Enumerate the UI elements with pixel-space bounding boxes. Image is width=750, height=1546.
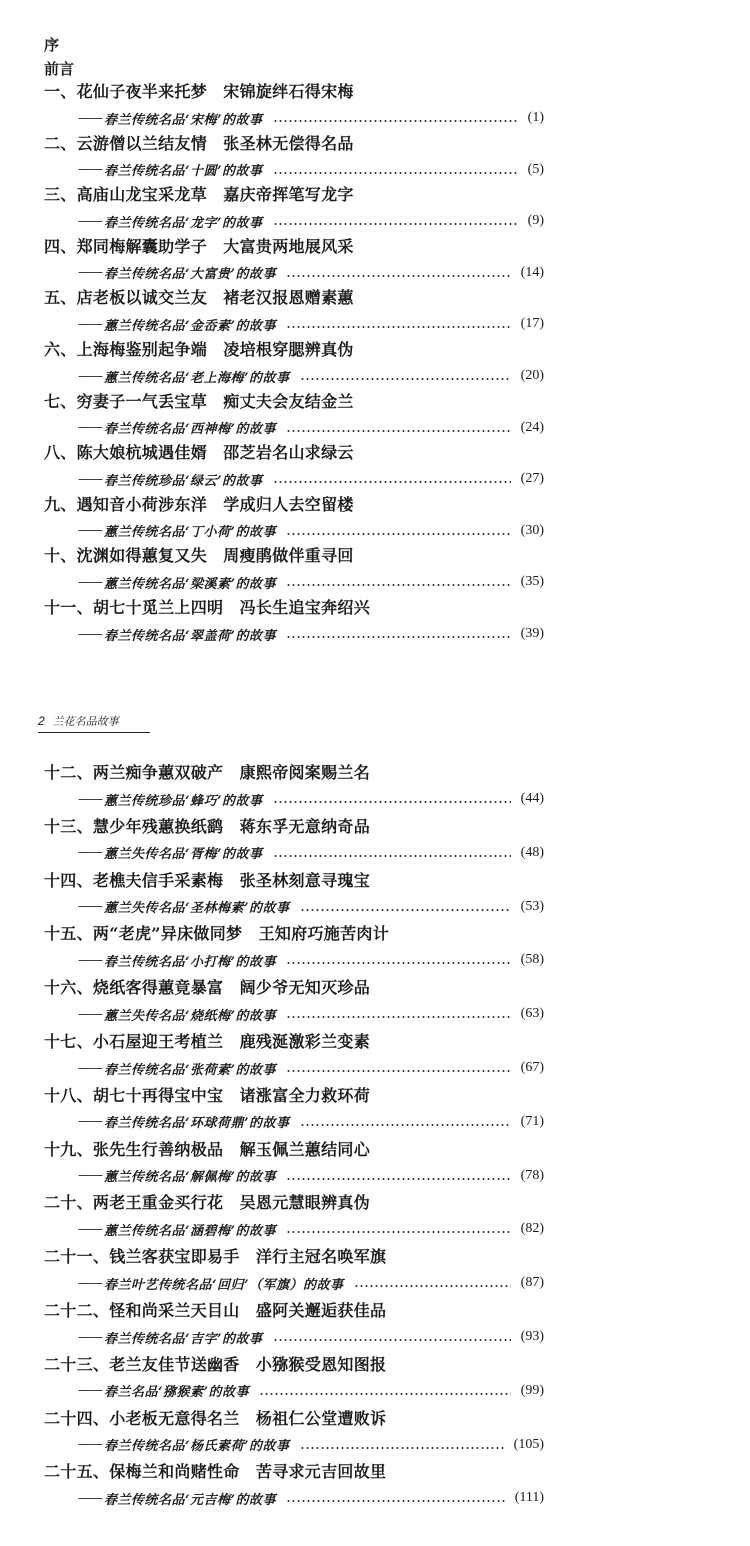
- toc-entry-title: 一、花仙子夜半来托梦 宋锦旋绊石得宋梅: [44, 82, 354, 101]
- dot-leader: [286, 584, 511, 586]
- foreword-item: 前言: [44, 60, 75, 78]
- toc-entry-page: (99): [520, 1382, 544, 1398]
- em-dash: ——: [78, 265, 102, 281]
- dot-leader: [286, 962, 511, 964]
- em-dash: ——: [78, 1006, 102, 1022]
- toc-entry-subtitle: 春兰传统名品‘十圆’的故事: [104, 164, 263, 180]
- dot-leader: [286, 1500, 505, 1502]
- em-dash: ——: [78, 1437, 102, 1453]
- toc-entry-subtitle-line: [78, 1166, 544, 1186]
- em-dash: ——: [78, 952, 102, 968]
- toc-entry-title: 二十二、怪和尚采兰天目山 盛阿关邂逅获佳品: [44, 1301, 387, 1320]
- toc-entry-title: 二十、两老王重金买行花 吴恩元慧眼辨真伪: [44, 1193, 371, 1213]
- toc-entry-subtitle: 春兰传统名品‘大富贵’的故事: [104, 267, 277, 283]
- toc-entry-title: 十一、胡七十觅兰上四明 冯长生追宝奔绍兴: [44, 598, 371, 617]
- dot-leader: [286, 636, 511, 638]
- toc-entry-title: 十三、慧少年残蕙换纸鹞 蒋东孚无意纳奇品: [44, 816, 371, 836]
- em-dash: ——: [78, 845, 102, 861]
- toc-entry-subtitle-line: [78, 1004, 544, 1024]
- toc-entry-subtitle-line: [78, 1327, 544, 1347]
- toc-entry-subtitle-line: [78, 1219, 544, 1239]
- dot-leader: [286, 430, 511, 432]
- toc-entry-subtitle-line: [78, 1381, 544, 1401]
- toc-entry-subtitle-line: [78, 1273, 544, 1293]
- toc-entry-title: 十九、张先生行善纳极品 解玉佩兰蕙结同心: [44, 1139, 371, 1159]
- em-dash: ——: [78, 1060, 102, 1076]
- toc-entry-subtitle-line: [78, 469, 544, 489]
- toc-entry-subtitle: 春兰传统名品‘吉字’的故事: [104, 1331, 263, 1347]
- toc-entry-subtitle: 春兰传统名品‘张荷素’的故事: [104, 1062, 277, 1078]
- toc-entry-page: (30): [520, 522, 544, 538]
- em-dash: ——: [78, 523, 102, 539]
- toc-entry-subtitle: 春兰传统名品‘元吉梅’的故事: [104, 1492, 277, 1508]
- toc-entry-page: (105): [513, 1436, 544, 1452]
- em-dash: ——: [78, 1383, 102, 1399]
- toc-entry-subtitle: 春兰传统名品‘西神梅’的故事: [104, 422, 277, 438]
- dot-leader: [273, 855, 511, 857]
- em-dash: ——: [78, 1329, 102, 1345]
- toc-entry-subtitle-line: [78, 108, 544, 128]
- toc-entry-page: (67): [520, 1060, 544, 1075]
- toc-entry: [44, 1193, 544, 1245]
- toc-entry-subtitle-line: [78, 366, 544, 386]
- toc-entry-title: 八、陈大娘杭城遇佳婿 邵芝岩名山求绿云: [44, 443, 354, 463]
- toc-entry-subtitle: 蕙兰传统珍品‘蜂巧’的故事: [104, 793, 263, 809]
- em-dash: ——: [78, 1275, 102, 1291]
- dot-leader: [286, 533, 511, 535]
- dot-leader: [286, 1178, 511, 1180]
- toc-entry-subtitle-line: [78, 314, 544, 334]
- toc-entry-page: (111): [514, 1490, 544, 1506]
- toc-entry-title: 二十一、钱兰客获宝即易手 洋行主冠名唤军旗: [44, 1247, 387, 1267]
- dot-leader: [286, 1070, 511, 1072]
- toc-entry-title: 七、穷妻子一气丢宝草 痴丈夫会友结金兰: [44, 391, 354, 411]
- toc-entry-subtitle: 蕙兰传统名品‘涵碧梅’的故事: [104, 1223, 277, 1239]
- toc-entry-subtitle-line: [78, 160, 544, 180]
- dot-leader: [273, 801, 511, 803]
- em-dash: ——: [78, 1221, 102, 1237]
- toc-entry-page: (14): [520, 264, 544, 280]
- em-dash: ——: [78, 574, 102, 590]
- dot-leader: [286, 275, 511, 277]
- page-number: 2: [38, 714, 45, 728]
- toc-entry: [44, 1462, 544, 1514]
- em-dash: ——: [78, 626, 102, 642]
- toc-entry-subtitle-line: [78, 789, 544, 809]
- toc-entry-subtitle: 蕙兰传统名品‘金岙素’的故事: [104, 318, 277, 334]
- toc-entry-page: (78): [520, 1167, 544, 1183]
- toc-entry-subtitle-line: [78, 572, 544, 592]
- toc-entry-subtitle: 春兰传统名品‘杨氏素荷’的故事: [104, 1439, 290, 1455]
- em-dash: ——: [78, 162, 102, 178]
- toc-entry-title: 十八、胡七十再得宝中宝 诸涨富全力救环荷: [44, 1085, 371, 1105]
- toc-entry-page: (5): [527, 161, 544, 177]
- toc-entry-subtitle-line: [78, 418, 544, 438]
- toc-entry-page: (39): [520, 626, 544, 641]
- dot-leader: [273, 223, 518, 225]
- toc-entry-subtitle-line: [78, 1058, 544, 1078]
- toc-entry-page: (44): [520, 791, 544, 806]
- dot-leader: [286, 326, 511, 328]
- dot-leader: [286, 1016, 511, 1018]
- toc-entry-subtitle: 蕙兰传统名品‘解佩梅’的故事: [104, 1170, 277, 1186]
- toc-entry-page: (58): [520, 952, 544, 968]
- dot-leader: [273, 120, 518, 122]
- em-dash: ——: [78, 368, 102, 384]
- toc-entry-subtitle: 春兰传统名品‘环球荷鼎’的故事: [104, 1116, 290, 1132]
- em-dash: ——: [78, 1168, 102, 1184]
- toc-entry-subtitle: 蕙兰传统名品‘丁小荷’的故事: [104, 525, 277, 541]
- toc-entry: [44, 978, 544, 1030]
- toc-entry-subtitle: 春兰传统名品‘宋梅’的故事: [104, 112, 263, 128]
- toc-entry-subtitle-line: [78, 1112, 544, 1132]
- toc-entry: [44, 817, 544, 869]
- toc-entry-page: (27): [520, 471, 544, 487]
- toc-entry: [44, 288, 544, 340]
- toc-entry: [44, 1301, 544, 1353]
- dot-leader: [300, 1447, 504, 1449]
- toc-entry-title: 十四、老樵夫信手采素梅 张圣林刻意寻瑰宝: [44, 870, 371, 890]
- toc-entry-subtitle: 春兰传统名品‘小打梅’的故事: [104, 954, 277, 970]
- toc-entry-title: 十二、两兰痴争蕙双破产 康熙帝阅案赐兰名: [44, 763, 371, 782]
- toc-entry-subtitle-line: [78, 624, 544, 644]
- toc-entry-title: 二十五、保梅兰和尚赌性命 苦寻求元吉回故里: [44, 1462, 387, 1482]
- toc-entry-subtitle: 蕙兰失传名品‘圣林梅素’的故事: [104, 901, 290, 917]
- toc-entry-page: (82): [520, 1221, 544, 1237]
- dot-leader: [300, 1124, 511, 1126]
- toc-entry-page: (24): [520, 419, 544, 435]
- em-dash: ——: [78, 420, 102, 436]
- toc-entry-page: (63): [520, 1006, 544, 1022]
- toc-entry-title: 五、店老板以诚交兰友 褚老汉报恩赠素蕙: [44, 288, 354, 308]
- toc-entry-page: (20): [520, 368, 544, 383]
- toc-entry: [44, 1355, 544, 1407]
- em-dash: ——: [78, 213, 102, 229]
- toc-entry-subtitle-line: [78, 263, 544, 283]
- toc-entry-title: 十五、两“老虎”异床做同梦 王知府巧施苦肉计: [44, 924, 390, 944]
- em-dash: ——: [78, 899, 102, 915]
- dot-leader: [300, 378, 511, 380]
- em-dash: ——: [78, 1490, 102, 1506]
- toc-entry-subtitle: 春兰传统名品‘龙字’的故事: [104, 215, 263, 231]
- toc-entry-title: 四、郑同梅解囊助学子 大富贵两地展风采: [44, 236, 354, 256]
- toc-entry-subtitle: 蕙兰传统名品‘老上海梅’的故事: [104, 370, 290, 386]
- toc-entry-page: (1): [527, 110, 544, 125]
- toc-entry-title: 十七、小石屋迎王考植兰 鹿残涎激彩兰变素: [44, 1032, 371, 1051]
- toc-entry-subtitle-line: [78, 521, 544, 541]
- toc-entry: [44, 1086, 544, 1138]
- toc-entry-subtitle: 蕙兰传统名品‘梁溪素’的故事: [104, 576, 277, 592]
- toc-entry-title: 十六、烧纸客得蕙竟暴富 阔少爷无知灭珍品: [44, 978, 371, 998]
- em-dash: ——: [78, 791, 102, 807]
- toc-entry-subtitle: 蕙兰失传名品‘胥梅’的故事: [104, 847, 263, 863]
- toc-entry: [44, 1247, 544, 1299]
- toc-entry-subtitle: 蕙兰失传名品‘烧纸梅’的故事: [104, 1008, 277, 1024]
- em-dash: ——: [78, 471, 102, 487]
- toc-entry-title: 六、上海梅鉴别起争端 凌培根穿腮辨真伪: [44, 340, 354, 359]
- toc-entry: [44, 1409, 544, 1461]
- toc-entry-subtitle-line: [78, 1488, 544, 1508]
- book-title: 兰花名品故事: [52, 715, 119, 728]
- toc-entry: [44, 1140, 544, 1192]
- toc-entry-subtitle: 春兰传统珍品‘绿云’的故事: [104, 473, 263, 489]
- dot-leader: [259, 1393, 511, 1395]
- toc-entry: [44, 237, 544, 289]
- em-dash: ——: [78, 110, 102, 126]
- toc-entry-page: (9): [527, 213, 544, 229]
- toc-entry: [44, 1032, 544, 1084]
- toc-entry-subtitle: 春兰名品‘猕猴素’的故事: [104, 1385, 250, 1401]
- toc-entry: [44, 763, 544, 815]
- toc-entry-title: 二十四、小老板无意得名兰 杨祖仁公堂遭败诉: [44, 1408, 387, 1428]
- toc-entry: [44, 82, 544, 134]
- toc-entry: [44, 185, 544, 237]
- toc-entry-subtitle-line: [78, 897, 544, 917]
- toc-entry-title: 二、云游僧以兰结友情 张圣林无偿得名品: [44, 133, 354, 153]
- toc-entry-page: (48): [520, 844, 544, 860]
- dot-leader: [273, 1339, 511, 1341]
- toc-entry: [44, 546, 544, 598]
- running-header: [38, 710, 150, 733]
- toc-entry-subtitle-line: [78, 1435, 544, 1455]
- dot-leader: [273, 172, 518, 174]
- toc-entry-title: 三、高庙山龙宝采龙草 嘉庆帝挥笔写龙字: [44, 185, 354, 205]
- dot-leader: [286, 1231, 511, 1233]
- toc-entry-title: 十、沈渊如得蕙复又失 周瘦鹃做伴重寻回: [44, 546, 354, 566]
- dot-leader: [300, 909, 511, 911]
- toc-entry: [44, 598, 544, 650]
- toc-entry-page: (53): [520, 898, 544, 914]
- toc-entry-page: (35): [520, 574, 544, 590]
- toc-entry-subtitle-line: [78, 211, 544, 231]
- toc-entry-subtitle: 春兰传统名品‘翠盖荷’的故事: [104, 628, 277, 644]
- toc-entry-page: (71): [520, 1113, 544, 1129]
- toc-entry-subtitle-line: [78, 950, 544, 970]
- toc-entry: [44, 443, 544, 495]
- toc-entry-title: 九、遇知音小荷涉东洋 学成归人去空留楼: [44, 494, 354, 514]
- toc-entry: [44, 924, 544, 976]
- dot-leader: [273, 481, 511, 483]
- toc-entry: [44, 871, 544, 923]
- toc-entry-page: (87): [520, 1275, 544, 1291]
- em-dash: ——: [78, 316, 102, 332]
- dot-leader: [354, 1285, 511, 1287]
- em-dash: ——: [78, 1114, 102, 1130]
- toc-entry: [44, 392, 544, 444]
- toc-entry: [44, 495, 544, 547]
- toc-entry: [44, 134, 544, 186]
- toc-entry-page: (17): [520, 316, 544, 332]
- toc-entry-page: (93): [520, 1329, 544, 1344]
- toc-entry-subtitle: 春兰叶艺传统名品‘回归’（军旗）的故事: [104, 1277, 344, 1293]
- toc-entry-subtitle-line: [78, 843, 544, 863]
- toc-entry: [44, 340, 544, 392]
- preface-item: 序: [44, 36, 60, 54]
- toc-entry-title: 二十三、老兰友佳节送幽香 小猕猴受恩知图报: [44, 1354, 387, 1374]
